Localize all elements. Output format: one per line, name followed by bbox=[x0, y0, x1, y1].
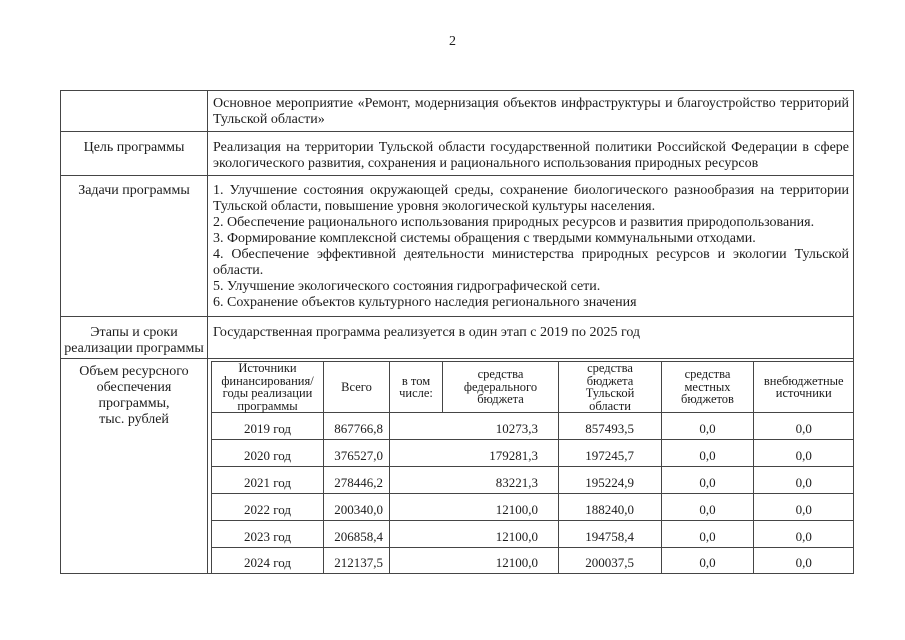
main-activity-label-cell bbox=[61, 91, 208, 132]
extrabudgetary-cell: 0,0 bbox=[754, 413, 854, 440]
table-row bbox=[212, 548, 854, 573]
local-cell: 0,0 bbox=[662, 521, 754, 548]
stages-text: Государственная программа реализуется в один этап с 2019 по 2025 год bbox=[208, 317, 854, 359]
extrabudgetary-cell: 0,0 bbox=[754, 467, 854, 494]
local-cell: 0,0 bbox=[662, 413, 754, 440]
tasks-label: Задачи программы bbox=[61, 176, 208, 317]
local-cell: 0,0 bbox=[662, 467, 754, 494]
tasks-list bbox=[208, 176, 854, 317]
federal-cell: 12100,0 bbox=[390, 494, 559, 521]
year-cell: 2023 год bbox=[212, 521, 324, 548]
resources-label-line: тыс. рублей bbox=[99, 412, 169, 427]
year-cell: 2022 год bbox=[212, 494, 324, 521]
federal-cell: 12100,0 bbox=[390, 521, 559, 548]
table-row bbox=[212, 467, 854, 494]
header-including: в том числе: bbox=[390, 362, 443, 413]
task-item: 5. Улучшение экологического состояния гидрографической сети. bbox=[213, 279, 601, 294]
regional-cell: 194758,4 bbox=[559, 521, 662, 548]
resources-label-line: программы, bbox=[98, 396, 170, 411]
year-cell: 2020 год bbox=[212, 440, 324, 467]
task-item: 4. Обеспечение эффективной деятельности министерства природных ресурсов и экологии Тульской области. bbox=[213, 247, 849, 278]
regional-cell: 197245,7 bbox=[559, 440, 662, 467]
year-cell: 2019 год bbox=[212, 413, 324, 440]
total-cell: 867766,8 bbox=[324, 413, 390, 440]
goal-label: Цель программы bbox=[61, 132, 208, 176]
local-cell: 0,0 bbox=[662, 494, 754, 521]
table-row bbox=[212, 521, 854, 548]
extrabudgetary-cell: 0,0 bbox=[754, 494, 854, 521]
header-total: Всего bbox=[324, 362, 390, 413]
local-cell: 0,0 bbox=[662, 440, 754, 467]
federal-cell: 10273,3 bbox=[390, 413, 559, 440]
extrabudgetary-cell: 0,0 bbox=[754, 521, 854, 548]
main-activity-row bbox=[61, 91, 854, 132]
resources-label bbox=[61, 359, 208, 574]
funding-header-row bbox=[212, 362, 854, 413]
task-item: 1. Улучшение состояния окружающей среды, сохранение биологического разнообразия на территории Тульской области, повышение уровня экологической культуры населения. bbox=[213, 183, 849, 214]
goal-row bbox=[61, 132, 854, 176]
year-cell: 2024 год bbox=[212, 548, 324, 573]
regional-cell: 188240,0 bbox=[559, 494, 662, 521]
total-cell: 278446,2 bbox=[324, 467, 390, 494]
total-cell: 200340,0 bbox=[324, 494, 390, 521]
table-row bbox=[212, 440, 854, 467]
task-item: 2. Обеспечение рационального использования природных ресурсов и развития природопользования. bbox=[213, 215, 815, 230]
funding-table bbox=[211, 361, 854, 573]
regional-cell: 200037,5 bbox=[559, 548, 662, 573]
federal-cell: 12100,0 bbox=[390, 548, 559, 573]
funding-table-cell bbox=[208, 359, 854, 574]
goal-text: Реализация на территории Тульской области государственной политики Российской Федерации в сфере экологического развития, сохранения и рационального использования природных ресурсов bbox=[208, 132, 854, 176]
stages-label bbox=[61, 317, 208, 359]
resources-label-line: обеспечения bbox=[96, 380, 172, 395]
header-federal: средства федерального бюджета bbox=[443, 362, 559, 413]
federal-cell: 179281,3 bbox=[390, 440, 559, 467]
extrabudgetary-cell: 0,0 bbox=[754, 548, 854, 573]
extrabudgetary-cell: 0,0 bbox=[754, 440, 854, 467]
stages-row bbox=[61, 317, 854, 359]
resources-row bbox=[61, 359, 854, 574]
header-extrabudgetary: внебюджетные источники bbox=[754, 362, 854, 413]
local-cell: 0,0 bbox=[662, 548, 754, 573]
total-cell: 212137,5 bbox=[324, 548, 390, 573]
year-cell: 2021 год bbox=[212, 467, 324, 494]
table-row bbox=[212, 494, 854, 521]
federal-cell: 83221,3 bbox=[390, 467, 559, 494]
regional-cell: 195224,9 bbox=[559, 467, 662, 494]
task-item: 3. Формирование комплексной системы обращения с твердыми коммунальными отходами. bbox=[213, 231, 756, 246]
stages-label-line: Этапы и сроки bbox=[90, 325, 178, 340]
page-number: 2 bbox=[449, 34, 456, 49]
regional-cell: 857493,5 bbox=[559, 413, 662, 440]
task-item: 6. Сохранение объектов культурного наследия регионального значения bbox=[213, 295, 637, 310]
header-source-year: Источники финансирования/ годы реализации программы bbox=[212, 362, 324, 413]
total-cell: 206858,4 bbox=[324, 521, 390, 548]
tasks-row bbox=[61, 176, 854, 317]
stages-label-line: реализации программы bbox=[64, 341, 204, 356]
total-cell: 376527,0 bbox=[324, 440, 390, 467]
table-row bbox=[212, 413, 854, 440]
program-passport-table bbox=[60, 90, 854, 574]
main-activity-text: Основное мероприятие «Ремонт, модернизация объектов инфраструктуры и благоустройство территорий Тульской области» bbox=[208, 91, 854, 132]
header-regional: средства бюджета Тульской области bbox=[559, 362, 662, 413]
header-local: средства местных бюджетов bbox=[662, 362, 754, 413]
resources-label-line: Объем ресурсного bbox=[79, 364, 189, 379]
